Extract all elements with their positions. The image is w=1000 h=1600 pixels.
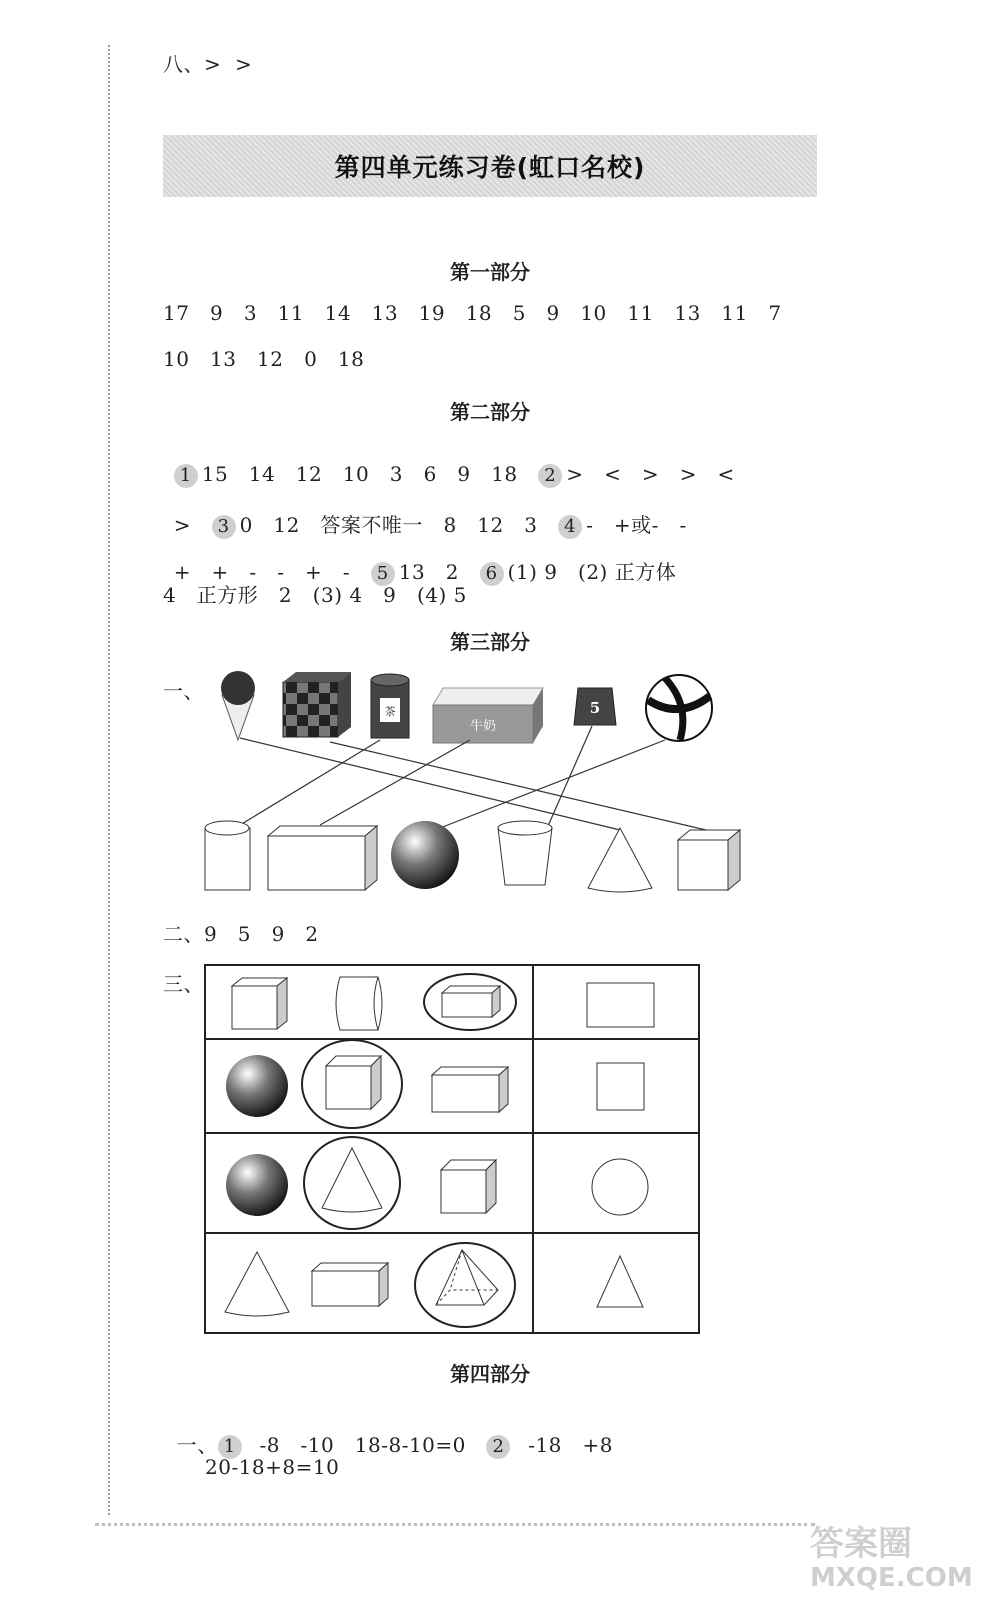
part3-q1-label: 一、 [163, 679, 204, 703]
part4-line1 [163, 1405, 613, 1459]
answer-text: -18 +8 [528, 1433, 613, 1457]
can-label: 茶 [384, 705, 396, 718]
part2-line3 [160, 532, 676, 586]
row1-cube [232, 978, 287, 1029]
row4-circled-pyramid [415, 1243, 515, 1327]
row2-square [597, 1063, 644, 1110]
row4-triangle [597, 1256, 643, 1307]
question-badge: 2 [538, 464, 562, 488]
frustum-shape [498, 821, 552, 885]
cuboid-shape [268, 826, 377, 890]
part2-line4: 4 正方形 2 (3) 4 9 (4) 5 [163, 583, 467, 607]
shapes-table [200, 960, 704, 1338]
box-label: 牛奶 [469, 719, 497, 734]
row4-cone [225, 1252, 289, 1316]
part3-q3-label: 三、 [163, 972, 204, 996]
answer-text: > < > > < [566, 462, 735, 486]
question-label: 一、 [176, 1433, 218, 1457]
part2-line1 [160, 438, 735, 488]
part1-heading: 第一部分 [450, 260, 530, 284]
answer-text: 13 2 [398, 560, 459, 584]
part4-heading: 第四部分 [450, 1362, 530, 1386]
answer-text: + + - - + - [173, 560, 351, 584]
part1-row2: 10 13 12 0 18 [163, 347, 365, 371]
answer-eight: 八、> > [163, 52, 253, 76]
row4-cuboid [312, 1263, 388, 1306]
matching-figure [0, 660, 1000, 900]
rubiks-cube-icon [283, 672, 351, 737]
row3-circled-cone [304, 1137, 400, 1229]
question-badge: 3 [212, 515, 236, 539]
part2-line2 [160, 485, 687, 539]
watermark-text: 答案圈 [810, 1524, 912, 1564]
cone-shape [588, 828, 652, 892]
bucket-icon [574, 688, 616, 725]
question-badge: 2 [486, 1435, 510, 1459]
bottom-dotted-line [95, 1523, 815, 1526]
bucket-number: 5 [589, 699, 601, 717]
row2-cuboid [432, 1067, 508, 1112]
ice-cream-icon [221, 671, 255, 740]
part2-heading: 第二部分 [450, 400, 530, 424]
question-badge: 1 [218, 1435, 242, 1459]
row1-cylinder-side [336, 977, 382, 1030]
section-banner [163, 135, 817, 197]
milk-box-icon [433, 688, 543, 743]
answer-text: 0 12 答案不唯一 8 12 3 [239, 513, 538, 537]
question-badge: 4 [558, 515, 582, 539]
part3-q2: 二、9 5 9 2 [163, 922, 319, 946]
question-badge: 1 [174, 464, 198, 488]
part3-heading: 第三部分 [450, 630, 530, 654]
row3-circle [592, 1159, 648, 1215]
row2-circled-cube [302, 1040, 402, 1128]
watermark-url: MXQE.COM [810, 1563, 973, 1593]
sphere-shape [391, 821, 459, 889]
answer-text: (1) 9 (2) 正方体 [507, 560, 677, 584]
watermark-logo [810, 1525, 973, 1593]
tea-can-icon [371, 674, 409, 738]
answer-text: -8 -10 18-8-10=0 [259, 1433, 466, 1457]
cube-shape [678, 830, 740, 890]
answer-text: - +或- - [586, 513, 687, 537]
row1-rectangle [587, 983, 654, 1027]
question-badge: 5 [371, 562, 395, 586]
row2-sphere [226, 1055, 288, 1117]
part1-row1: 17 9 3 11 14 13 19 18 5 9 10 11 13 11 7 [163, 301, 782, 325]
row1-circled-cuboid [424, 974, 516, 1030]
answer-text: > [173, 513, 191, 537]
answer-text: 15 14 12 10 3 6 9 18 [201, 462, 518, 486]
row3-sphere [226, 1154, 288, 1216]
question-badge: 6 [480, 562, 504, 586]
banner-title: 第四单元练习卷(虹口名校) [334, 153, 646, 182]
volleyball-icon [646, 675, 712, 741]
cylinder-shape [205, 821, 250, 890]
row3-cube [441, 1160, 496, 1213]
part4-line2: 20-18+8=10 [205, 1455, 340, 1479]
